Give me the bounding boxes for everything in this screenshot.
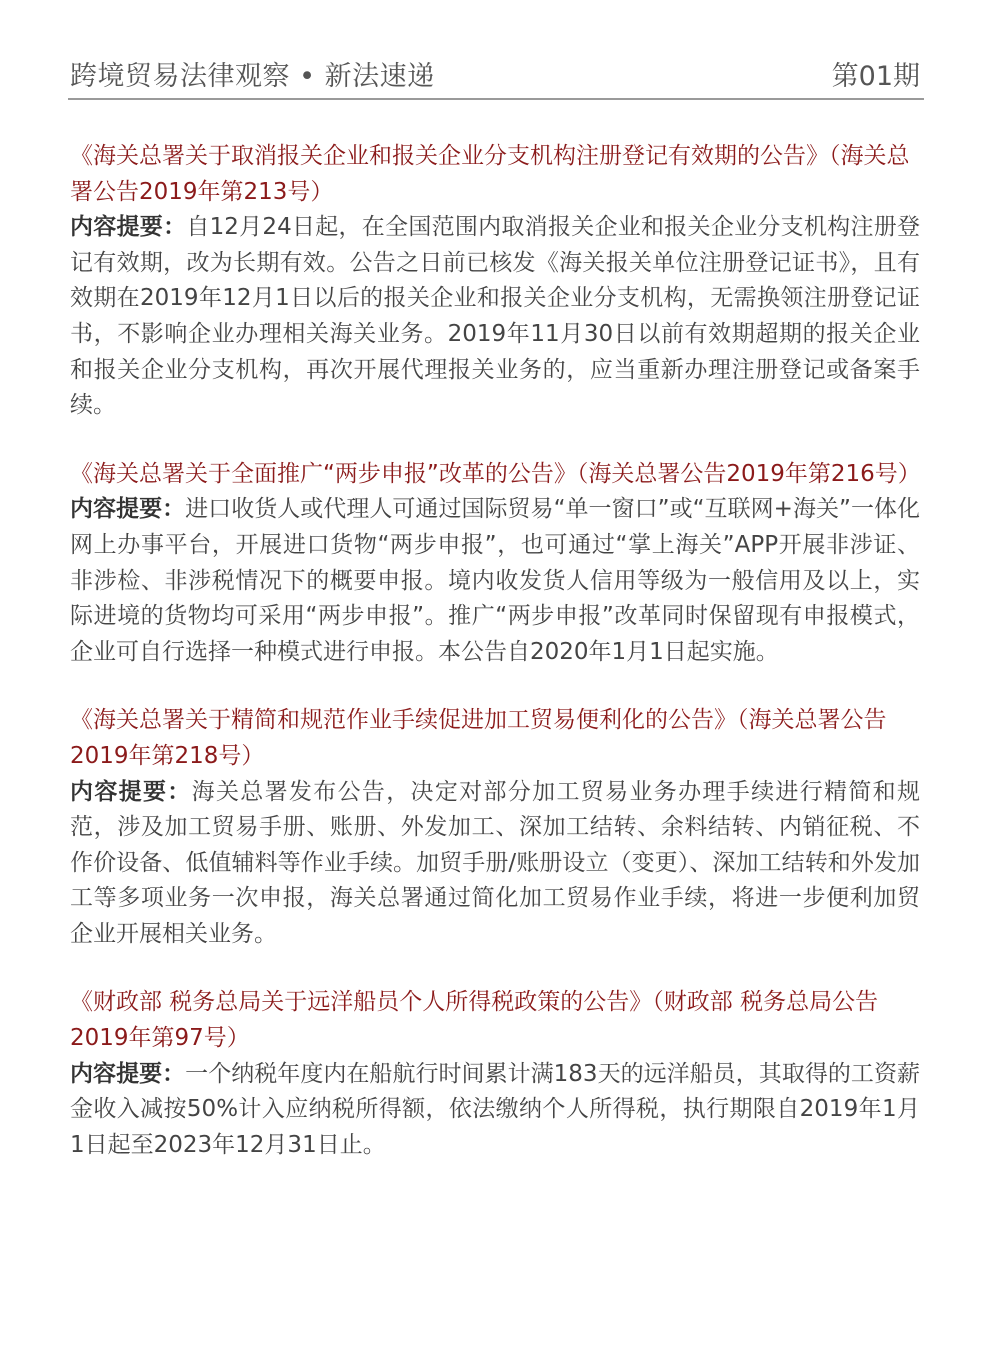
page-header <box>68 50 924 100</box>
article-summary <box>70 775 920 953</box>
summary-text: 海关总署发布公告，决定对部分加工贸易业务办理手续进行精简和规范，涉及加工贸易手册、账册、外发加工、深加工结转、余料结转、内销征税、不作价设备、低值辅料等作业手续。加贸手册/账册设立（变更）、深加工结转和外发加工等多项业务一次申报，海关总署通过简化加工贸易作业手续，将进一步便利加贸企业开展相关业务。 <box>70 778 921 947</box>
article-summary <box>70 210 920 424</box>
summary-text: 进口收货人或代理人可通过国际贸易“单一窗口”或“互联网+海关”一体化网上办事平台，开展进口货物“两步申报”，也可通过“掌上海关”APP开展非涉证、非涉检、非涉税情况下的概要申报。境内收发货人信用等级为一般信用及以上，实际进境的货物均可采用“两步申报”。推广“两步申报”改革同时保留现有申报模式，企业可自行选择一种模式进行申报。本公告自2020年1月1日起实施。 <box>70 496 920 665</box>
article-summary <box>70 492 920 670</box>
article-item <box>70 985 920 1163</box>
article-list <box>70 139 920 1196</box>
article-item <box>70 139 920 424</box>
article-title: 《财政部 税务总局关于远洋船员个人所得税政策的公告》（财政部 税务总局公告2019年第97号） <box>70 989 879 1052</box>
summary-text: 自12月24日起，在全国范围内取消报关企业和报关企业分支机构注册登记有效期，改为长期有效。公告之日前已核发《海关报关单位注册登记证书》，且有效期在2019年12月1日以后的报关企业和报关企业分支机构，无需换领注册登记证书，不影响企业办理相关海关业务。2019年11月30日以前有效期超期的报关企业和报关企业分支机构，再次开展代理报关业务的，应当重新办理注册登记或备案手续。 <box>70 214 920 419</box>
article-title: 《海关总署关于全面推广“两步申报”改革的公告》（海关总署公告2019年第216号） <box>70 460 921 487</box>
summary-label: 内容提要： <box>70 778 192 805</box>
summary-label: 内容提要： <box>70 1060 186 1087</box>
article-summary <box>70 1057 920 1164</box>
article-item <box>70 703 920 952</box>
summary-label: 内容提要： <box>70 214 187 241</box>
summary-label: 内容提要： <box>70 496 186 523</box>
issue-number: 第01期 <box>831 61 920 92</box>
article-item <box>70 457 920 671</box>
header-title: 跨境贸易法律观察 • 新法速递 <box>70 61 435 92</box>
summary-text: 一个纳税年度内在船航行时间累计满183天的远洋船员，其取得的工资薪金收入减按50%计入应纳税所得额，依法缴纳个人所得税，执行期限自2019年1月1日起至2023年12月31日止。 <box>70 1060 920 1158</box>
article-title: 《海关总署关于精简和规范作业手续促进加工贸易便利化的公告》（海关总署公告2019年第218号） <box>70 707 887 769</box>
article-title: 《海关总署关于取消报关企业和报关企业分支机构注册登记有效期的公告》（海关总署公告2019年第213号） <box>70 143 910 205</box>
